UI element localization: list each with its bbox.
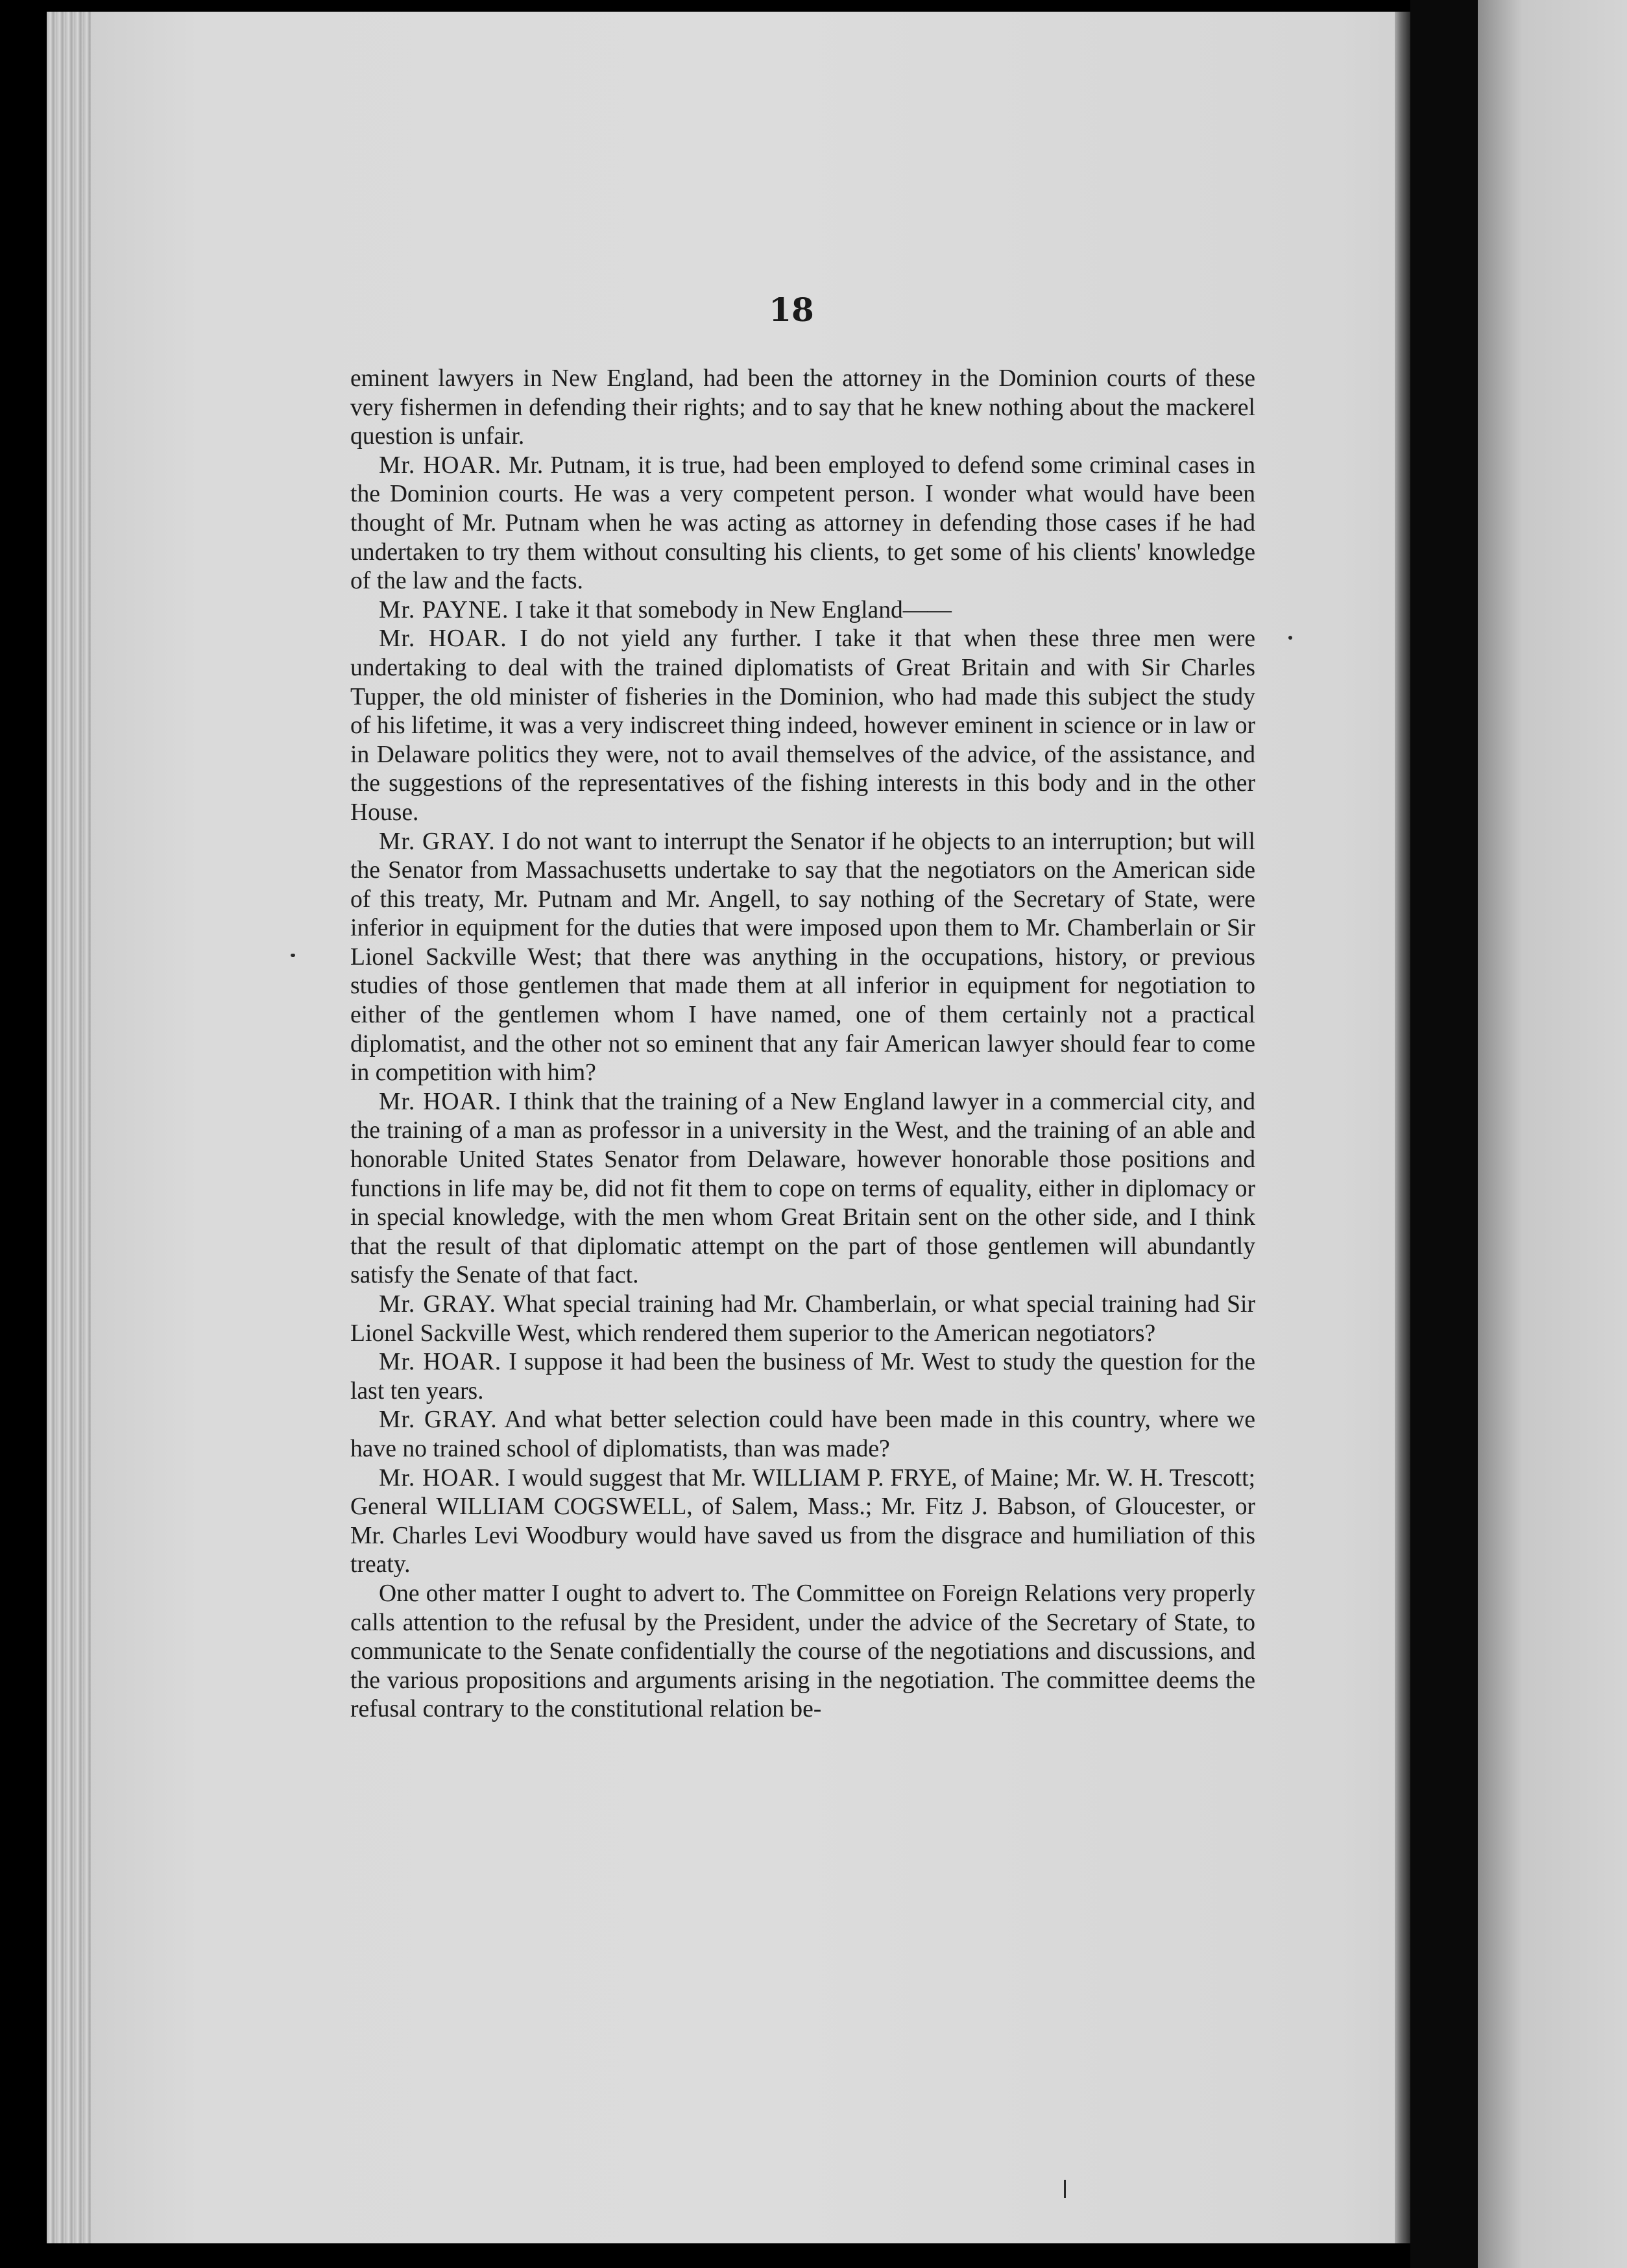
speaker-name: Mr. HOAR. (379, 1088, 502, 1115)
paragraph (350, 596, 1255, 625)
scan-speck (291, 954, 295, 957)
speaker-name: Mr. HOAR. (379, 625, 507, 653)
paragraph-text: What special training had Mr. Chamberlain, or what special training had Sir Lionel Sackville West, which rendered them superior to the American negotiators? (350, 1291, 1256, 1347)
facing-page-edge (1478, 0, 1627, 2268)
paragraph-text: And what better selection could have been made in this country, where we have no trained school of diplomatists, than was made? (350, 1406, 1255, 1462)
paragraph-text: I do not yield any further. I take it that when these three men were undertaking to deal with the trained diplomatists of Great Britain and with Sir Charles Tupper, the old minister of fisheries in the Dominion, who had made this subject the study of his lifetime, it was a very indiscreet thing indeed, however eminent in science or in law or in Delaware politics they were, not to avail themselves of the advice, of the assistance, and the suggestions of the representatives of the fishing interests in this body and in the other House. (350, 625, 1255, 826)
paragraph (350, 625, 1255, 827)
book-page-edges (47, 12, 92, 2243)
paragraph-text: I do not want to interrupt the Senator if he objects to an interruption; but will the Senator from Massachusetts undertake to say that the negotiators on the American side of this treaty, Mr. Putnam and Mr. Angell, to say nothing of the Secretary of State, were inferior in equipment for the duties that were imposed upon them to Mr. Chamberlain or Sir Lionel Sackville West; that there was anything in the occupations, history, or previous studies of those gentlemen that made them at all inferior in equipment for negotiation to either of the gentlemen whom I have named, one of them certainly not a practical diplomatist, and the other not so eminent that any fair American lawyer should fear to come in competition with him? (350, 828, 1255, 1087)
spine-shadow (1395, 12, 1410, 2243)
paragraph (350, 1088, 1255, 1290)
speaker-name: Mr. HOAR. (379, 1349, 502, 1376)
body-text (350, 365, 1255, 1724)
paragraph-text: One other matter I ought to advert to. The Committee on Foreign Relations very properly calls attention to the refusal by the President, under the advice of the Secretary of State, to communicate to the Senate confidentially the course of the negotiations and discussions, and the various propositions and arguments arising in the negotiation. The committee deems the refusal contrary to the constitutional relation be- (350, 1580, 1255, 1723)
paragraph (350, 1464, 1255, 1580)
paragraph (350, 365, 1255, 452)
speaker-name: Mr. PAYNE. (379, 596, 509, 623)
page-number: 18 (769, 291, 814, 329)
paragraph-text: eminent lawyers in New England, had been the attorney in the Dominion courts of these very fishermen in defending their rights; and to say that he knew nothing about the mackerel question is unfair. (350, 365, 1255, 450)
paragraph-text: I suppose it had been the business of Mr. West to study the question for the last ten years. (350, 1349, 1256, 1405)
paragraph (350, 828, 1255, 1088)
paragraph (350, 1406, 1255, 1464)
book-gutter (1410, 0, 1478, 2268)
speaker-name: Mr. GRAY. (379, 1406, 498, 1434)
speaker-name: Mr. HOAR. (379, 1464, 501, 1491)
speaker-name: Mr. GRAY. (379, 828, 496, 855)
paragraph (350, 1290, 1255, 1348)
paragraph-text: Mr. Putnam, it is true, had been employed to defend some criminal cases in the Dominion courts. He was a very competent person. I wonder what would have been thought of Mr. Putnam when he was acting as attorney in defending those cases if he had undertaken to try them without consulting his clients, to get some of his clients' knowledge of the law and the facts. (350, 452, 1255, 595)
scan-speck (1064, 2180, 1066, 2198)
scan-speck (1288, 636, 1292, 640)
paragraph (350, 1580, 1255, 1724)
speaker-name: Mr. GRAY. (379, 1291, 496, 1318)
paragraph (350, 1348, 1255, 1406)
paragraph-text: I would suggest that Mr. WILLIAM P. FRYE, of Maine; Mr. W. H. Trescott; General WILLIAM COGSWELL, of Salem, Mass.; Mr. Fitz J. Babson, of Gloucester, or Mr. Charles Levi Woodbury would have saved us from the disgrace and humiliation of this treaty. (350, 1464, 1256, 1578)
paragraph-text: I think that the training of a New England lawyer in a commercial city, and the training of a man as professor in a university in the West, and the training of an able and honorable United States Senator from Delaware, however honorable those positions and functions in life may be, did not fit them to cope on terms of equality, either in diplomacy or in special knowledge, with the men whom Great Britain sent on the other side, and I think that the result of that diplomatic attempt on the part of those gentlemen will abundantly satisfy the Senate of that fact. (350, 1088, 1255, 1289)
speaker-name: Mr. HOAR. (379, 452, 502, 479)
paragraph-text: I take it that somebody in New England—— (514, 596, 952, 623)
paragraph (350, 452, 1255, 596)
